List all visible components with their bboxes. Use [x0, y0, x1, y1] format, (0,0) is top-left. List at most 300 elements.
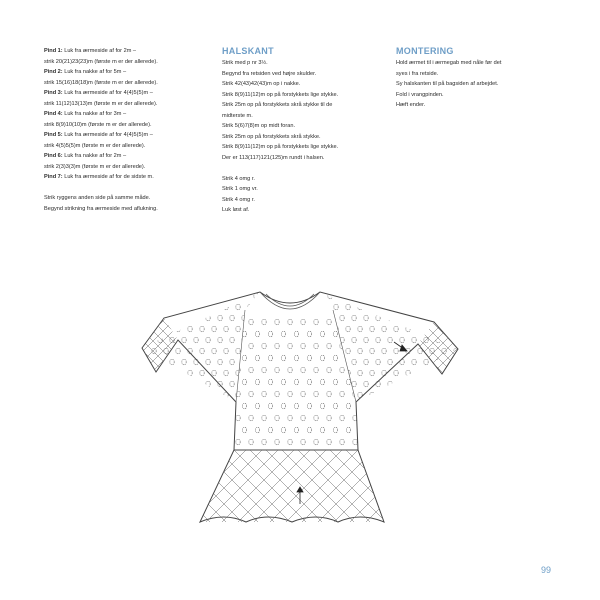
eyelet-mark — [394, 326, 398, 332]
diamond-line — [420, 320, 468, 376]
eyelet-mark — [255, 403, 259, 409]
eyelet-mark — [242, 403, 246, 409]
eyelet-mark — [340, 439, 344, 445]
eyelet-mark — [424, 359, 428, 365]
text-line: Sy halskanten til på bagsiden af arbejdet. — [396, 81, 499, 87]
eyelet-mark — [394, 370, 398, 376]
diamond-line — [458, 450, 468, 526]
diamond-line — [178, 316, 238, 376]
eyelet-mark — [346, 427, 350, 433]
diamond-line — [218, 316, 278, 376]
eyelet-mark — [218, 315, 222, 321]
pattern-rows-column — [44, 46, 214, 214]
eyelet-mark — [436, 315, 440, 321]
eyelet-mark — [236, 415, 240, 421]
diamond-line — [362, 450, 438, 526]
diamond-line — [138, 450, 214, 526]
eyelet-mark — [340, 367, 344, 373]
eyelet-mark — [314, 343, 318, 349]
neckband-column — [222, 46, 387, 216]
pattern-row-line — [44, 130, 214, 141]
eyelet-mark — [230, 315, 234, 321]
pattern-row-line — [44, 67, 214, 78]
diamond-line — [394, 450, 468, 526]
eyelet-mark — [262, 367, 266, 373]
eyelet-mark — [454, 370, 458, 376]
eyelet-mark — [281, 379, 285, 385]
text-line: Strik 42(43)42(43)m op i nakke. — [222, 81, 301, 87]
eyelet-mark — [158, 293, 162, 299]
diamond-line — [138, 450, 214, 526]
row-text: Luk fra ærmeside af for 4(4)5(5)m – — [62, 132, 153, 138]
eyelet-mark — [170, 293, 174, 299]
diamond-line — [238, 316, 298, 376]
eyelet-mark — [249, 343, 253, 349]
eyelet-mark — [236, 319, 240, 325]
eyelet-mark — [394, 348, 398, 354]
eyelet-mark — [448, 315, 452, 321]
eyelet-mark — [262, 439, 266, 445]
eyelet-mark — [442, 392, 446, 398]
eyelet-mark — [164, 370, 168, 376]
eyelet-mark — [158, 381, 162, 387]
eyelet-mark — [254, 315, 258, 321]
eyelet-mark — [275, 439, 279, 445]
eyelet-mark — [275, 319, 279, 325]
eyelet-mark — [320, 379, 324, 385]
eyelet-mark — [353, 343, 357, 349]
diamond-line — [410, 450, 468, 526]
diamond-line — [420, 320, 468, 376]
eyelet-mark — [188, 304, 192, 310]
diamond-line — [138, 316, 188, 376]
eyelet-mark — [268, 403, 272, 409]
eyelet-mark — [262, 415, 266, 421]
eyelet-mark — [307, 403, 311, 409]
eyelet-mark — [406, 370, 410, 376]
text-line: Strik 8(9)11(12)m op på forstykkets lige stykke. — [222, 144, 339, 150]
eyelet-mark — [248, 326, 252, 332]
eyelet-mark — [353, 439, 357, 445]
eyelet-mark — [400, 381, 404, 387]
eyelet-mark — [294, 331, 298, 337]
diamond-line — [138, 450, 198, 526]
eyelet-mark — [412, 293, 416, 299]
eyelet-mark — [249, 319, 253, 325]
eyelet-mark — [316, 381, 320, 387]
text-line: Strik med p nr 3½. — [222, 60, 268, 66]
eyelet-mark — [152, 304, 156, 310]
eyelet-mark — [212, 392, 216, 398]
eyelet-mark — [412, 359, 416, 365]
row-label: Pind 3: — [44, 90, 63, 96]
eyelet-mark — [301, 343, 305, 349]
eyelet-mark — [275, 415, 279, 421]
eyelet-mark — [275, 343, 279, 349]
eyelet-mark — [255, 331, 259, 337]
eyelet-mark — [224, 370, 228, 376]
eyelet-mark — [254, 293, 258, 299]
eyelet-mark — [376, 315, 380, 321]
eyelet-mark — [327, 343, 331, 349]
eyelet-mark — [388, 381, 392, 387]
eyelet-mark — [294, 427, 298, 433]
eyelet-mark — [242, 359, 246, 365]
eyelet-mark — [307, 355, 311, 361]
eyelet-mark — [327, 319, 331, 325]
eyelet-mark — [248, 348, 252, 354]
eyelet-mark — [281, 355, 285, 361]
eyelet-mark — [340, 391, 344, 397]
eyelet-mark — [358, 392, 362, 398]
eyelet-mark — [206, 315, 210, 321]
eyelet-mark — [388, 359, 392, 365]
eyelet-mark — [268, 355, 272, 361]
eyelet-mark — [301, 439, 305, 445]
eyelet-mark — [340, 359, 344, 365]
eyelet-mark — [320, 355, 324, 361]
eyelet-mark — [322, 370, 326, 376]
pattern-row-line — [44, 99, 214, 110]
eyelet-mark — [346, 326, 350, 332]
eyelet-mark — [418, 370, 422, 376]
eyelet-mark — [364, 315, 368, 321]
diamond-line — [440, 320, 468, 376]
diamond-line — [378, 450, 454, 526]
eyelet-mark — [152, 392, 156, 398]
eyelet-mark — [262, 343, 266, 349]
eyelet-mark — [436, 381, 440, 387]
text-line: Strik 4 omg r. — [222, 175, 255, 182]
eyelet-mark — [320, 403, 324, 409]
diamond-line — [380, 320, 436, 376]
eyelet-mark — [370, 326, 374, 332]
eyelet-mark — [249, 415, 253, 421]
text-line: midterste m. — [222, 112, 253, 119]
row-label: Pind 4: — [44, 111, 63, 117]
eyelet-mark — [333, 403, 337, 409]
eyelet-mark — [268, 331, 272, 337]
eyelet-mark — [316, 337, 320, 343]
eyelet-mark — [376, 359, 380, 365]
eyelet-mark — [275, 391, 279, 397]
eyelet-mark — [352, 337, 356, 343]
eyelet-mark — [340, 381, 344, 387]
eyelet-mark — [436, 359, 440, 365]
eyelet-mark — [424, 381, 428, 387]
pattern-row-line — [44, 172, 214, 183]
eyelet-mark — [346, 331, 350, 337]
eyelet-mark — [314, 391, 318, 397]
eyelet-mark — [218, 359, 222, 365]
pattern-row-line — [44, 151, 214, 162]
diamond-line — [380, 320, 436, 376]
eyelet-mark — [288, 367, 292, 373]
eyelet-mark — [248, 392, 252, 398]
eyelet-mark — [146, 381, 150, 387]
eyelet-mark — [281, 403, 285, 409]
eyelet-mark — [176, 304, 180, 310]
diamond-line — [450, 320, 468, 376]
row-text: strik 11(12)13(13)m (første m er der allerede). — [44, 100, 158, 107]
eyelet-mark — [382, 326, 386, 332]
eyelet-mark — [268, 379, 272, 385]
eyelet-mark — [230, 381, 234, 387]
eyelet-mark — [370, 370, 374, 376]
neckband-heading: HALSKANT — [222, 46, 274, 56]
eyelet-mark — [200, 326, 204, 332]
eyelet-mark — [249, 367, 253, 373]
eyelet-mark — [314, 319, 318, 325]
diamond-pattern — [138, 316, 468, 526]
eyelet-mark — [334, 304, 338, 310]
eyelet-mark — [218, 337, 222, 343]
eyelet-mark — [334, 392, 338, 398]
eyelet-mark — [288, 439, 292, 445]
text-line: syes i fra retside. — [396, 70, 439, 77]
eyelet-mark — [212, 326, 216, 332]
eyelet-mark — [288, 343, 292, 349]
eyelet-mark — [394, 304, 398, 310]
eyelet-mark — [182, 359, 186, 365]
eyelet-mark — [288, 415, 292, 421]
eyelet-mark — [146, 315, 150, 321]
eyelet-mark — [364, 337, 368, 343]
eyelet-mark — [206, 381, 210, 387]
eyelet-mark — [316, 315, 320, 321]
eyelet-mark — [281, 427, 285, 433]
diamond-line — [208, 316, 268, 376]
eyelet-mark — [328, 337, 332, 343]
diamond-line — [198, 316, 258, 376]
diamond-line — [188, 316, 248, 376]
eyelet-mark — [176, 392, 180, 398]
diamond-line — [158, 316, 218, 376]
diamond-line — [426, 450, 468, 526]
eyelet-mark — [322, 304, 326, 310]
text-line: Der er 113(117)121(125)m rundt i halsen. — [222, 154, 325, 161]
eyelet-mark — [294, 379, 298, 385]
eyelet-mark — [307, 427, 311, 433]
text-line: Hæft ender. — [396, 102, 426, 108]
eyelet-mark — [236, 439, 240, 445]
eyelet-mark — [442, 304, 446, 310]
eyelet-mark — [288, 391, 292, 397]
eyelet-mark — [307, 379, 311, 385]
text-line: Strik 5(6)7(8)m op midt foran. — [222, 123, 296, 129]
eyelet-mark — [236, 343, 240, 349]
row-text: strik 20(21)23(23)m (første m er der allerede). — [44, 58, 158, 65]
eyelet-mark — [364, 359, 368, 365]
eyelet-mark — [236, 348, 240, 354]
eyelet-mark — [358, 304, 362, 310]
eyelet-mark — [206, 359, 210, 365]
eyelet-mark — [158, 315, 162, 321]
pattern-row-line — [44, 141, 214, 152]
diamond-line — [450, 320, 468, 376]
eyelet-mark — [176, 370, 180, 376]
eyelet-mark — [152, 348, 156, 354]
eyelet-mark — [424, 293, 428, 299]
eyelet-mark — [370, 392, 374, 398]
eyelet-mark — [333, 331, 337, 337]
eyelet-mark — [182, 315, 186, 321]
eyelet-mark — [314, 367, 318, 373]
eyelet-mark — [164, 348, 168, 354]
diamond-line — [440, 320, 468, 376]
eyelet-mark — [322, 348, 326, 354]
eyelet-mark — [182, 381, 186, 387]
eyelet-mark — [454, 326, 458, 332]
eyelet-mark — [406, 392, 410, 398]
text-line: Hold ærmet til i ærmegab med nåle før det — [396, 60, 502, 66]
diamond-line — [410, 450, 468, 526]
pattern-row-line — [44, 88, 214, 99]
eyelet-mark — [281, 331, 285, 337]
eyelet-mark — [206, 293, 210, 299]
eyelet-mark — [194, 293, 198, 299]
eyelet-mark — [364, 381, 368, 387]
eyelet-mark — [194, 337, 198, 343]
eyelet-mark — [322, 326, 326, 332]
eyelet-mark — [436, 293, 440, 299]
eyelet-mark — [376, 337, 380, 343]
eyelet-mark — [275, 367, 279, 373]
eyelet-mark — [346, 403, 350, 409]
eyelet-mark — [406, 326, 410, 332]
diamond-line — [426, 450, 468, 526]
diamond-line — [188, 316, 248, 376]
eyelet-mark — [176, 348, 180, 354]
assembly-heading: MONTERING — [396, 46, 454, 56]
eyelet-mark — [294, 355, 298, 361]
eyelet-mark — [340, 415, 344, 421]
eyelet-mark — [418, 392, 422, 398]
eyelet-mark — [288, 319, 292, 325]
diamond-line — [138, 450, 198, 526]
diamond-line — [138, 316, 188, 376]
eyelet-mark — [188, 326, 192, 332]
pattern-row-line — [44, 109, 214, 120]
eyelet-mark — [218, 293, 222, 299]
eyelet-mark — [346, 355, 350, 361]
eyelet-mark — [430, 304, 434, 310]
eyelet-mark — [218, 381, 222, 387]
eyelet-mark — [358, 348, 362, 354]
eyelet-mark — [430, 326, 434, 332]
eyelet-mark — [400, 293, 404, 299]
eyelet-mark — [333, 427, 337, 433]
row-text: Luk fra ærmeside af for de sidste m. — [62, 174, 154, 180]
diamond-line — [442, 450, 468, 526]
eyelet-mark — [388, 315, 392, 321]
row-text: Luk fra nakke af for 2m – — [62, 153, 127, 159]
eyelet-mark — [242, 381, 246, 387]
text-line: Strik ryggens anden side på samme måde. — [44, 195, 151, 201]
eyelet-mark — [236, 304, 240, 310]
row-text: Luk fra nakke af for 5m – — [62, 69, 127, 75]
eyelet-mark — [430, 370, 434, 376]
eyelet-mark — [320, 427, 324, 433]
eyelet-mark — [176, 326, 180, 332]
diamond-line — [378, 450, 454, 526]
eyelet-mark — [230, 293, 234, 299]
pattern-row-line — [44, 78, 214, 89]
eyelet-mark — [358, 370, 362, 376]
eyelet-mark — [418, 304, 422, 310]
eyelet-mark — [242, 355, 246, 361]
diamond-line — [394, 450, 468, 526]
eyelet-mark — [412, 381, 416, 387]
eyelet-mark — [236, 370, 240, 376]
eyelet-mark — [212, 370, 216, 376]
eyelet-mark — [194, 315, 198, 321]
eyelet-mark — [454, 392, 458, 398]
text-line: Strik 25m op på forstykkets skrå stykke til de — [222, 102, 333, 108]
eyelet-mark — [327, 439, 331, 445]
text-line: Fold i vrangpinden. — [396, 91, 444, 98]
eyelet-mark — [352, 359, 356, 365]
eyelet-mark — [146, 293, 150, 299]
eyelet-mark — [333, 379, 337, 385]
eyelet-mark — [406, 304, 410, 310]
eyelet-mark — [194, 359, 198, 365]
eyelet-mark — [370, 348, 374, 354]
text-line: Luk løst af. — [222, 207, 250, 213]
eyelet-mark — [164, 392, 168, 398]
eyelet-mark — [448, 293, 452, 299]
eyelet-mark — [254, 381, 258, 387]
dress-schematic-illustration — [138, 282, 468, 542]
pattern-row-line — [44, 120, 214, 131]
eyelet-mark — [224, 348, 228, 354]
eyelet-mark — [400, 315, 404, 321]
eyelet-mark — [224, 326, 228, 332]
text-line: Strik 1 omg vr. — [222, 186, 258, 192]
row-text: strik 8(9)10(10)m (første m er der allerede). — [44, 121, 152, 128]
eyelet-mark — [301, 319, 305, 325]
pattern-row-line — [44, 57, 214, 68]
row-text: Luk fra ærmeside af for 4(4)5(5)m – — [62, 90, 153, 96]
row-text: Luk fra nakke af for 3m – — [62, 111, 127, 117]
text-line: Strik 4 omg r. — [222, 196, 255, 203]
diamond-line — [178, 316, 238, 376]
eyelet-mark — [334, 370, 338, 376]
diamond-line — [168, 316, 228, 376]
eyelet-mark — [346, 348, 350, 354]
eyelet-mark — [327, 367, 331, 373]
eyelet-mark — [418, 326, 422, 332]
eyelet-mark — [307, 331, 311, 337]
page-number: 99 — [541, 565, 552, 575]
eyelet-mark — [454, 304, 458, 310]
eyelet-mark — [224, 304, 228, 310]
eyelet-mark — [248, 370, 252, 376]
diamond-line — [430, 320, 468, 376]
eyelet-mark — [170, 359, 174, 365]
eyelet-mark — [262, 319, 266, 325]
diamond-line — [430, 320, 468, 376]
text-line: Strik 25m op på forstykkets skrå stykke. — [222, 133, 321, 140]
eyelet-mark — [442, 348, 446, 354]
diamond-line — [148, 316, 208, 376]
neckline — [266, 294, 314, 306]
eyelet-mark — [346, 379, 350, 385]
eyelet-mark — [249, 439, 253, 445]
eyelet-mark — [346, 392, 350, 398]
eyelet-mark — [200, 392, 204, 398]
eyelet-mark — [430, 348, 434, 354]
